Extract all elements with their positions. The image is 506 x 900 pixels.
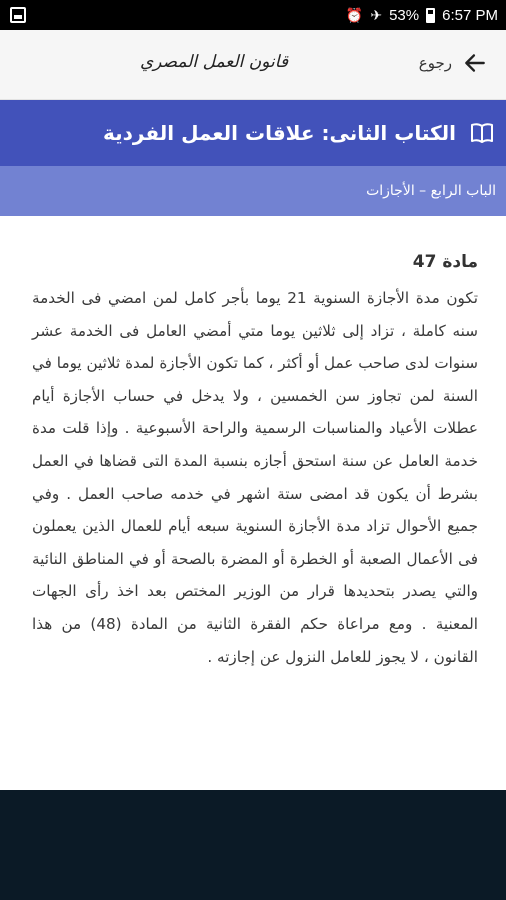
article-heading: مادة 47	[412, 252, 478, 272]
bottom-empty-area	[0, 790, 506, 900]
breadcrumb	[0, 166, 506, 216]
airplane-icon: ✈	[370, 7, 383, 23]
breadcrumb-text: الباب الرابع – الأجازات	[366, 183, 496, 199]
app-title: قانون العمل المصري	[140, 52, 289, 72]
back-button[interactable]	[419, 50, 488, 76]
book-title: الكتاب الثانى: علاقات العمل الفردية	[103, 121, 456, 145]
status-icons	[346, 5, 498, 25]
article-body: تكون مدة الأجازة السنوية 21 يوما بأجر كامل لمن امضي فى الخدمة سنه كاملة ، تزاد إلى ثلاثين يوما متي أمضي العامل فى الخدمة عشر سنوات لدى صاحب عمل أو أكثر ، كما تكون الأجازة لمدة ثلاثين يوما في السنة لمن تجاوز سن الخمسين ، ولا يدخل في حساب الأجازة أيام عطلات الأعياد والمناسبات الرسمية والراحة الأسبوعية . وإذا قلت مدة خدمة العامل عن سنة استحق أجازه بنسبة المدة التى قضاها في العمل بشرط أن يكون قد امضى ستة اشهر في خدمه صاحب العمل . وفي جميع الأحوال تزاد مدة الأجازة السنوية سبعه أيام للعمال الذين يعملون فى الأعمال الصعبة أو الخطرة أو المضرة بالصحة أو في المناطق النائية والتي يصدر بتحديدها قرار من الوزير المختص بعد اخذ رأى الجهات المعنية . ومع مراعاة حكم الفقرة الثانية من المادة (48) من هذا القانون ، لا يجوز للعامل النزول عن إجازته .	[32, 289, 479, 666]
back-label: رجوع	[418, 54, 452, 72]
book-header	[0, 100, 506, 166]
battery-percent: 53%	[389, 6, 420, 24]
status-bar	[0, 0, 506, 30]
article-content	[0, 216, 506, 790]
clock: 6:57 PM	[442, 6, 498, 24]
battery-icon	[426, 8, 435, 23]
book-icon	[470, 122, 494, 144]
app-bar	[0, 30, 506, 100]
arrow-left-icon	[462, 50, 488, 76]
alarm-icon: ⏰	[345, 7, 364, 23]
image-icon	[10, 7, 26, 23]
